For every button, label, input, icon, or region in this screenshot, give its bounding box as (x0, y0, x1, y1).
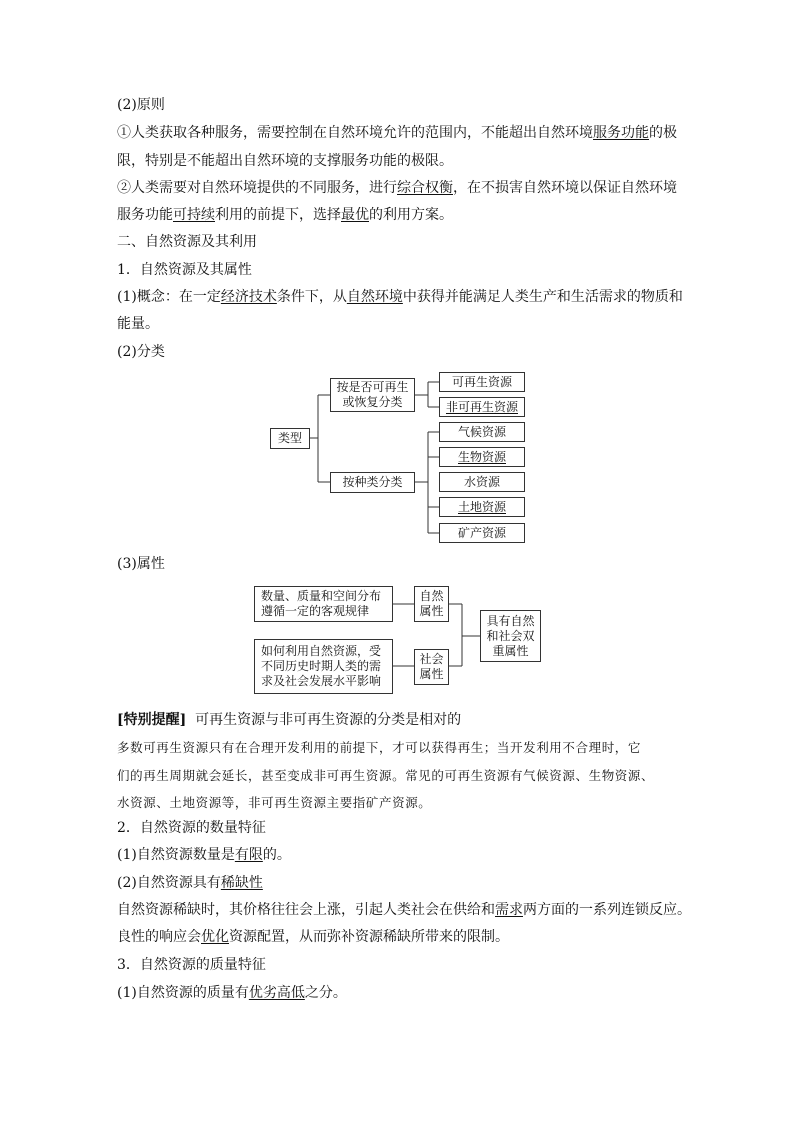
quantity-p4: 良性的响应会优化资源配置，从而弥补资源稀缺所带来的限制。 (117, 929, 509, 945)
section-heading: 二、自然资源及其利用 (117, 234, 257, 250)
natural-attribute-box: 自然 属性 (414, 586, 449, 622)
water-resource-box: 水资源 (439, 472, 525, 492)
mineral-resource-box: 矿产资源 (439, 523, 525, 543)
classify-branch-renewable: 按是否可再生 或恢复分类 (330, 378, 415, 412)
subsection-heading-1: 1．自然资源及其属性 (117, 262, 252, 278)
land-resource-box: 土地资源 (439, 497, 525, 517)
attr-social-desc-box: 如何利用自然资源，受 不同历史时期人类的需 求及社会发展水平影响 (254, 639, 393, 694)
concept-paragraph-cont: 能量。 (117, 316, 159, 332)
dual-attribute-box: 具有自然 和社会双 重属性 (480, 610, 541, 662)
quality-p1: (1)自然资源的质量有优劣高低之分。 (117, 985, 347, 1001)
concept-paragraph: (1)概念：在一定经济技术条件下，从自然环境中获得并能满足人类生产和生活需求的物质和 (117, 289, 683, 305)
renewable-resource-box: 可再生资源 (439, 372, 525, 392)
quantity-p2: (2)自然资源具有稀缺性 (117, 875, 263, 891)
nonrenewable-resource-box: 非可再生资源 (439, 397, 525, 417)
attr-natural-desc-box: 数量、质量和空间分布 遵循一定的客观规律 (254, 586, 393, 622)
quantity-heading: 2．自然资源的数量特征 (117, 820, 266, 836)
quality-heading: 3．自然资源的质量特征 (117, 957, 266, 973)
tip-body-line-2: 们的再生周期就会延长，甚至变成非可再生资源。常见的可再生资源有气候资源、生物资源、 (117, 768, 655, 783)
tip-body-line-3: 水资源、土地资源等，非可再生资源主要指矿产资源。 (117, 795, 432, 810)
attr-heading: (3)属性 (117, 556, 165, 572)
principle-paragraph-2: ②人类需要对自然环境提供的不同服务，进行综合权衡，在不损害自然环境以保证自然环境 (117, 180, 677, 196)
tip-label: [特别提醒] (117, 712, 187, 728)
principle-heading: (2)原则 (117, 97, 165, 113)
quantity-p3: 自然资源稀缺时，其价格往往会上涨，引起人类社会在供给和需求两方面的一系列连锁反应。 (117, 902, 691, 918)
principle-paragraph-1: ①人类获取各种服务，需要控制在自然环境允许的范围内，不能超出自然环境服务功能的极 (117, 125, 677, 141)
social-attribute-box: 社会 属性 (414, 649, 449, 685)
classify-branch-kind: 按种类分类 (330, 472, 415, 493)
quantity-p1: (1)自然资源数量是有限的。 (117, 847, 291, 863)
tip-body-line-1: 多数可再生资源只有在合理开发利用的前提下，才可以获得再生；当开发利用不合理时，它 (117, 740, 642, 755)
tip-heading (117, 710, 461, 730)
classify-heading: (2)分类 (117, 344, 165, 360)
principle-paragraph-2-cont: 服务功能可持续利用的前提下，选择最优的利用方案。 (117, 207, 453, 223)
principle-paragraph-1-cont: 限，特别是不能超出自然环境的支撑服务功能的极限。 (117, 153, 453, 169)
climate-resource-box: 气候资源 (439, 422, 525, 442)
biological-resource-box: 生物资源 (439, 447, 525, 467)
tip-title: 可再生资源与非可再生资源的分类是相对的 (195, 712, 462, 728)
classify-root-box: 类型 (270, 428, 310, 449)
